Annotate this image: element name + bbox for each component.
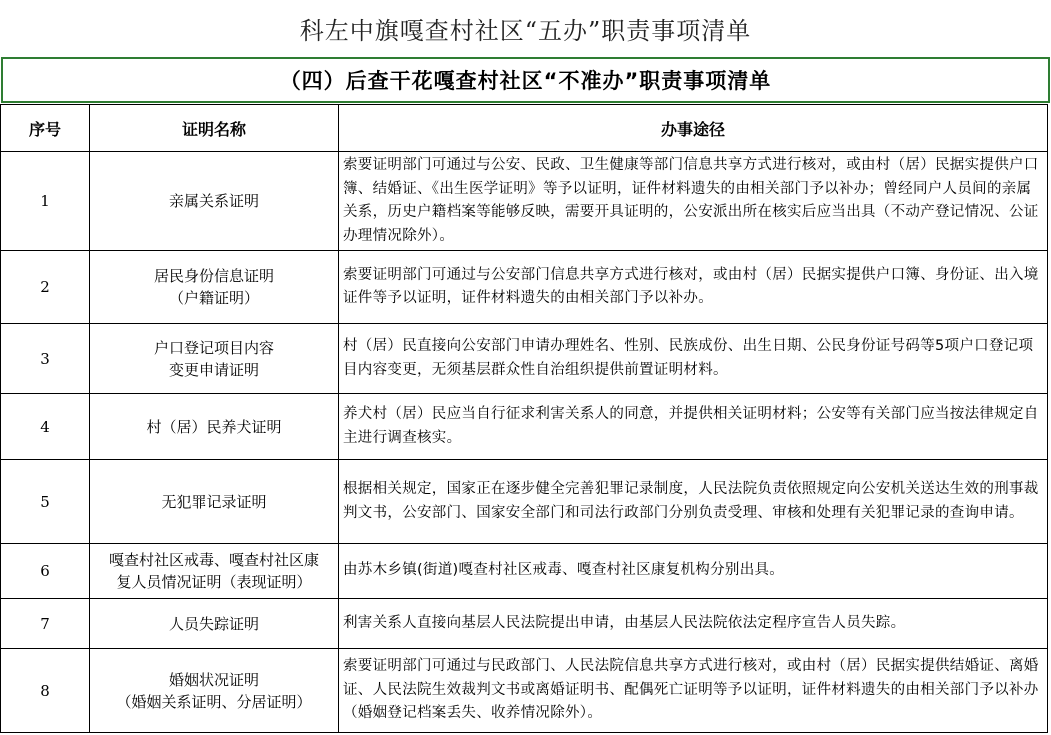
table-row <box>1 599 1048 649</box>
row-handling-method: 索要证明部门可通过与民政部门、人民法院信息共享方式进行核对，或由村（居）民据实提供结婚证、离婚证、人民法院生效裁判文书或离婚证明书、配偶死亡证明等予以证明，证件材料遗失的由相关部门予以补办（婚姻登记档案丢失、收养情况除外）。 <box>339 649 1048 733</box>
row-serial-number: 5 <box>1 460 90 544</box>
row-handling-method: 村（居）民直接向公安部门申请办理姓名、性别、民族成份、出生日期、公民身份证号码等5项户口登记项目内容变更，无须基层群众性自治组织提供前置证明材料。 <box>339 324 1048 394</box>
row-handling-method: 根据相关规定，国家正在逐步健全完善犯罪记录制度，人民法院负责依照规定向公安机关送达生效的刑事裁判文书，公安部门、国家安全部门和司法行政部门分别负责受理、审核和处理有关犯罪记录的查询申请。 <box>339 460 1048 544</box>
row-serial-number: 8 <box>1 649 90 733</box>
certificate-name-line: 变更申请证明 <box>168 360 259 379</box>
row-certificate-name <box>90 544 339 599</box>
certificate-name-line: 复人员情况证明（表现证明） <box>116 573 312 591</box>
certificate-name-line: 嘎查村社区戒毒、嘎查村社区康 <box>108 551 319 569</box>
row-certificate-name <box>90 394 339 460</box>
row-handling-method: 由苏木乡镇(街道)嘎查村社区戒毒、嘎查村社区康复机构分别出具。 <box>339 544 1048 599</box>
certificate-name-line: 户口登记项目内容 <box>153 338 274 357</box>
row-serial-number: 7 <box>1 599 90 649</box>
section-subtitle: （四）后查干花嘎查村社区“不准办”职责事项清单 <box>1 57 1050 103</box>
duty-table-container <box>0 104 1051 733</box>
header-handling-method: 办事途径 <box>339 105 1048 152</box>
row-certificate-name <box>90 152 339 251</box>
row-handling-method: 养犬村（居）民应当自行征求利害关系人的同意，并提供相关证明材料；公安等有关部门应当按法律规定自主进行调查核实。 <box>339 394 1048 460</box>
certificate-name-line: （婚姻关系证明、分居证明） <box>116 692 312 711</box>
row-certificate-name <box>90 599 339 649</box>
table-row <box>1 324 1048 394</box>
row-serial-number: 1 <box>1 152 90 251</box>
table-header-row <box>1 105 1048 152</box>
row-certificate-name <box>90 649 339 733</box>
header-serial-number: 序号 <box>1 105 90 152</box>
certificate-name-line: 婚姻状况证明 <box>168 670 259 689</box>
document-title: 科左中旗嘎查村社区“五办”职责事项清单 <box>299 16 752 45</box>
row-serial-number: 3 <box>1 324 90 394</box>
header-certificate-name: 证明名称 <box>90 105 339 152</box>
row-certificate-name <box>90 460 339 544</box>
table-row <box>1 152 1048 251</box>
certificate-name-line: 无犯罪记录证明 <box>161 492 267 511</box>
table-row <box>1 460 1048 544</box>
table-row <box>1 251 1048 324</box>
certificate-name-line: 村（居）民养犬证明 <box>146 417 282 436</box>
row-handling-method: 利害关系人直接向基层人民法院提出申请，由基层人民法院依法定程序宣告人员失踪。 <box>339 599 1048 649</box>
row-serial-number: 6 <box>1 544 90 599</box>
row-serial-number: 4 <box>1 394 90 460</box>
certificate-name-line: （户籍证明） <box>168 289 259 307</box>
row-handling-method: 索要证明部门可通过与公安部门信息共享方式进行核对，或由村（居）民据实提供户口簿、身份证、出入境证件等予以证明，证件材料遗失的由相关部门予以补办。 <box>339 251 1048 324</box>
row-certificate-name <box>90 324 339 394</box>
table-row <box>1 394 1048 460</box>
certificate-name-line: 居民身份信息证明 <box>153 267 274 285</box>
table-row <box>1 544 1048 599</box>
row-handling-method: 索要证明部门可通过与公安、民政、卫生健康等部门信息共享方式进行核对，或由村（居）民据实提供户口簿、结婚证、《出生医学证明》等予以证明，证件材料遗失的由相关部门予以补办；曾经同户人员间的亲属关系，历史户籍档案等能够反映，需要开具证明的，公安派出所在核实后应当出具（不动产登记情况、公证办理情况除外）。 <box>339 152 1048 251</box>
duty-table <box>0 104 1048 733</box>
certificate-name-line: 人员失踪证明 <box>168 614 259 633</box>
certificate-name-line: 亲属关系证明 <box>168 192 259 210</box>
table-row <box>1 649 1048 733</box>
row-certificate-name <box>90 251 339 324</box>
row-serial-number: 2 <box>1 251 90 324</box>
